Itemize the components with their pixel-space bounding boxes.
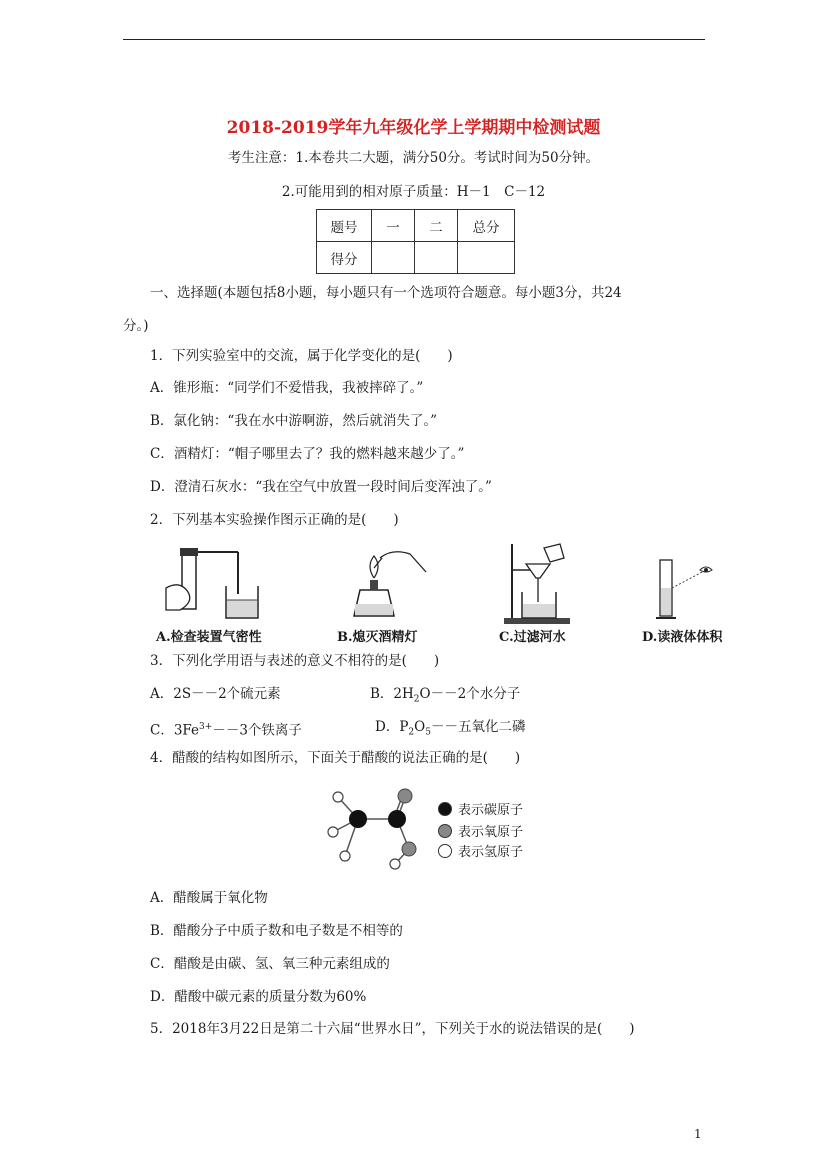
score-table-cell-empty[interactable] [458,242,515,274]
q3-option-b-text: B．2H [370,686,414,702]
document-title: 2018-2019学年九年级化学上学期期中检测试题 [226,118,601,138]
q3-option-b [370,684,520,710]
q3-option-d-text-mid: O [414,719,426,735]
q1-option-b: B．氯化钠：“我在水中游啊游，然后就消失了。” [150,413,437,429]
figure-extinguish-lamp [340,544,430,624]
q4-option-c: C．醋酸是由碳、氢、氧三种元素组成的 [150,956,390,972]
figure-read-volume [650,554,720,624]
acetic-acid-molecule-diagram [325,784,435,870]
legend-carbon-label: 表示碳原子 [458,803,524,818]
score-table [316,209,515,274]
figure-caption-d: D.读液体体积 [642,630,723,645]
q1-option-c: C．酒精灯：“帽子哪里去了？我的燃料越来越少了。” [150,446,465,462]
score-table-score-row [317,242,515,274]
score-table-header-row [317,210,515,242]
legend-carbon [438,799,523,818]
q4-option-d: D．醋酸中碳元素的质量分数为60% [150,989,367,1005]
q1-stem: 1．下列实验室中的交流，属于化学变化的是( ) [150,348,453,364]
q3-option-c [150,717,302,741]
section-1-heading: 一、选择题(本题包括8小题，每小题只有一个选项符合题意。每小题3分，共24 [150,285,622,301]
legend-oxygen-label: 表示氧原子 [458,825,524,840]
score-table-cell: 得分 [317,242,372,274]
hydrogen-atom-icon [438,844,452,858]
q3-option-a: A．2S－－2个硫元素 [150,686,281,702]
q3-option-d-text-end: －－五氧化二磷 [430,719,526,735]
section-1-heading-cont: 分。) [123,318,149,334]
q2-stem: 2．下列基本实验操作图示正确的是( ) [150,512,399,528]
score-table-cell: 总分 [458,210,515,242]
score-table-cell: 一 [372,210,415,242]
score-table-cell: 二 [415,210,458,242]
q3-option-d [375,717,525,743]
q1-option-a: A．锥形瓶：“同学们不爱惜我，我被摔碎了。” [150,380,424,396]
q3-option-c-superscript: 3+ [199,722,213,732]
q3-option-d-subscript-1: 2 [408,727,415,738]
notice-line-1: 考生注意：1.本卷共二大题，满分50分。考试时间为50分钟。 [227,150,600,166]
score-table-cell-empty[interactable] [415,242,458,274]
q3-stem: 3．下列化学用语与表述的意义不相符的是( ) [150,653,440,669]
legend-hydrogen [438,841,523,860]
q4-stem: 4．醋酸的结构如图所示，下面关于醋酸的说法正确的是( ) [150,750,521,766]
figure-filtration [500,540,580,626]
q3-option-b-subscript: 2 [413,694,420,705]
q3-option-d-subscript-2: 5 [425,727,431,738]
carbon-atom-icon [438,802,452,816]
q3-option-d-text: D．P [375,719,409,735]
page-number: 1 [694,1127,702,1141]
q3-option-b-text-end: O－－2个水分子 [419,686,521,702]
q3-option-c-text: C．3Fe [150,722,200,739]
score-table-cell: 题号 [317,210,372,242]
figure-caption-c: C.过滤河水 [499,630,566,645]
figure-caption-a: A.检查装置气密性 [156,630,262,645]
notice-line-2: 2.可能用到的相对原子质量：H－1 C－12 [281,184,546,200]
q3-option-c-text-end: －－3个铁离子 [212,722,302,739]
oxygen-atom-icon [438,824,452,838]
q4-option-b: B．醋酸分子中质子数和电子数是不相等的 [150,923,403,939]
figure-caption-b: B.熄灭酒精灯 [337,630,418,645]
score-table-cell-empty[interactable] [372,242,415,274]
q1-option-d: D．澄清石灰水：“我在空气中放置一段时间后变浑浊了。” [150,479,492,495]
legend-oxygen [438,821,523,840]
figure-airtightness-check [160,544,270,624]
q4-option-a: A．醋酸属于氧化物 [150,890,268,906]
header-rule [123,39,705,40]
legend-hydrogen-label: 表示氢原子 [458,845,524,860]
q5-stem: 5．2018年3月22日是第二十六届“世界水日”，下列关于水的说法错误的是( ) [150,1021,635,1037]
